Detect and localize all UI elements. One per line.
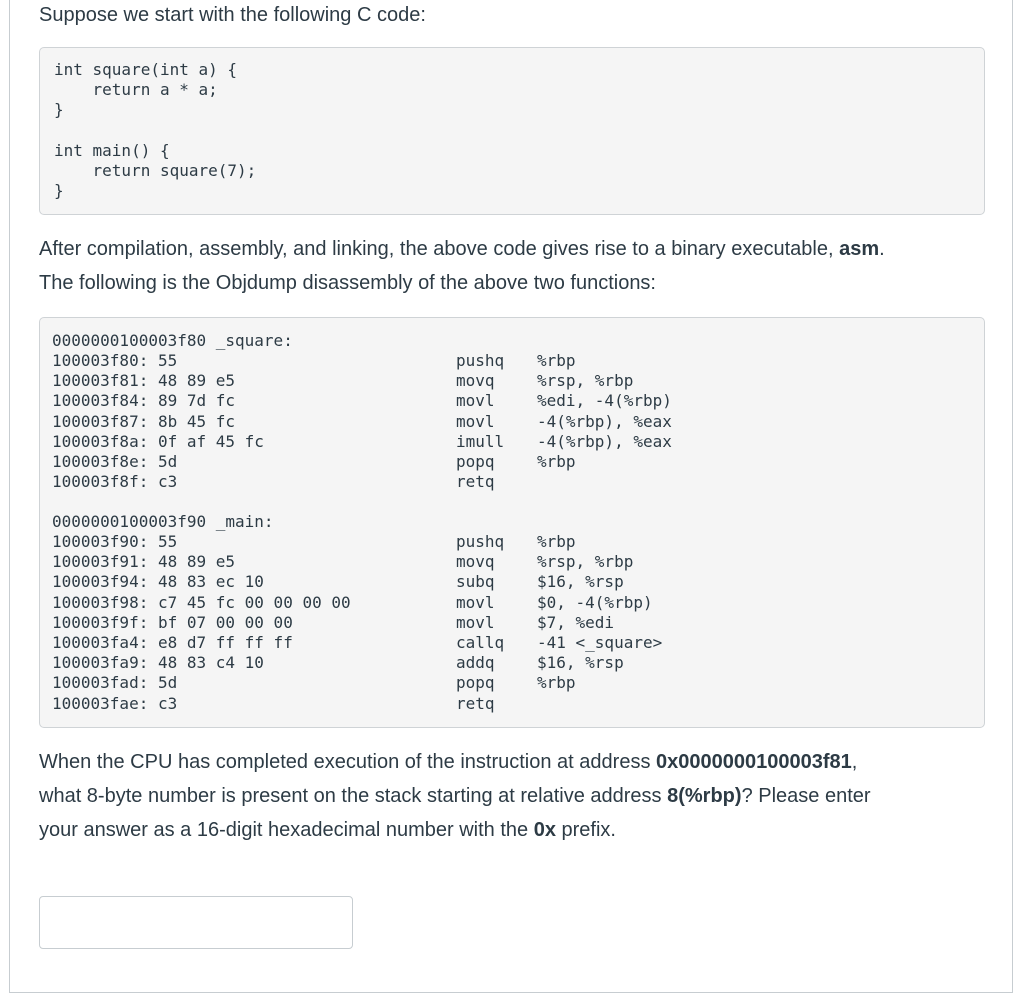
description-line-2: The following is the Objdump disassembly of the above two functions: <box>39 272 656 294</box>
question-line-2: what 8-byte number is present on the stack starting at relative address 8(%rbp)? Please enter <box>39 785 871 807</box>
intro-text: Suppose we start with the following C code: <box>39 4 426 26</box>
main-header: 0000000100003f90 _main: <box>52 512 274 531</box>
relative-address: 8(%rbp) <box>667 785 742 807</box>
hex-prefix: 0x <box>533 819 556 841</box>
main-args: %rbp %rsp, %rbp $16, %rsp $0, -4(%rbp) $7, %edi -41 <_square> $16, %rsp %rbp <box>537 532 663 693</box>
question-line-1: When the CPU has completed execution of the instruction at address 0x0000000100003f81, <box>39 751 858 773</box>
square-addr-bytes: 100003f80: 55 100003f81: 48 89 e5 100003f84: 89 7d fc 100003f87: 8b 45 fc 100003f8a: 0f af 45 fc 100003f8e: 5d 100003f8f: c3 <box>52 351 264 492</box>
square-header: 0000000100003f80 _square: <box>52 331 293 350</box>
main-addr-bytes: 100003f90: 55 100003f91: 48 89 e5 100003f94: 48 83 ec 10 100003f98: c7 45 fc 00 00 00 00 100003f9f: bf 07 00 00 00 100003fa4: e8 d7 ff ff ff 100003fa9: 48 83 c4 10 100003fad: 5d 100003fae: c3 <box>52 532 351 713</box>
binary-name: asm <box>839 238 880 260</box>
square-ops: pushq movq movl movl imull popq retq <box>456 351 505 492</box>
c-code-block <box>39 47 985 215</box>
answer-input[interactable] <box>39 896 353 949</box>
disassembly-block <box>39 317 985 728</box>
square-args: %rbp %rsp, %rbp %edi, -4(%rbp) -4(%rbp), %eax -4(%rbp), %eax %rbp <box>537 351 672 472</box>
target-address: 0x0000000100003f81 <box>656 751 852 773</box>
c-code-text: int square(int a) { return a * a; } int main() { return square(7); } <box>54 60 257 201</box>
description-line-1: After compilation, assembly, and linking, the above code gives rise to a binary executable, asm. <box>39 238 885 260</box>
main-ops: pushq movq subq movl movl callq addq popq retq <box>456 532 505 713</box>
question-line-3: your answer as a 16-digit hexadecimal number with the 0x prefix. <box>39 819 616 841</box>
